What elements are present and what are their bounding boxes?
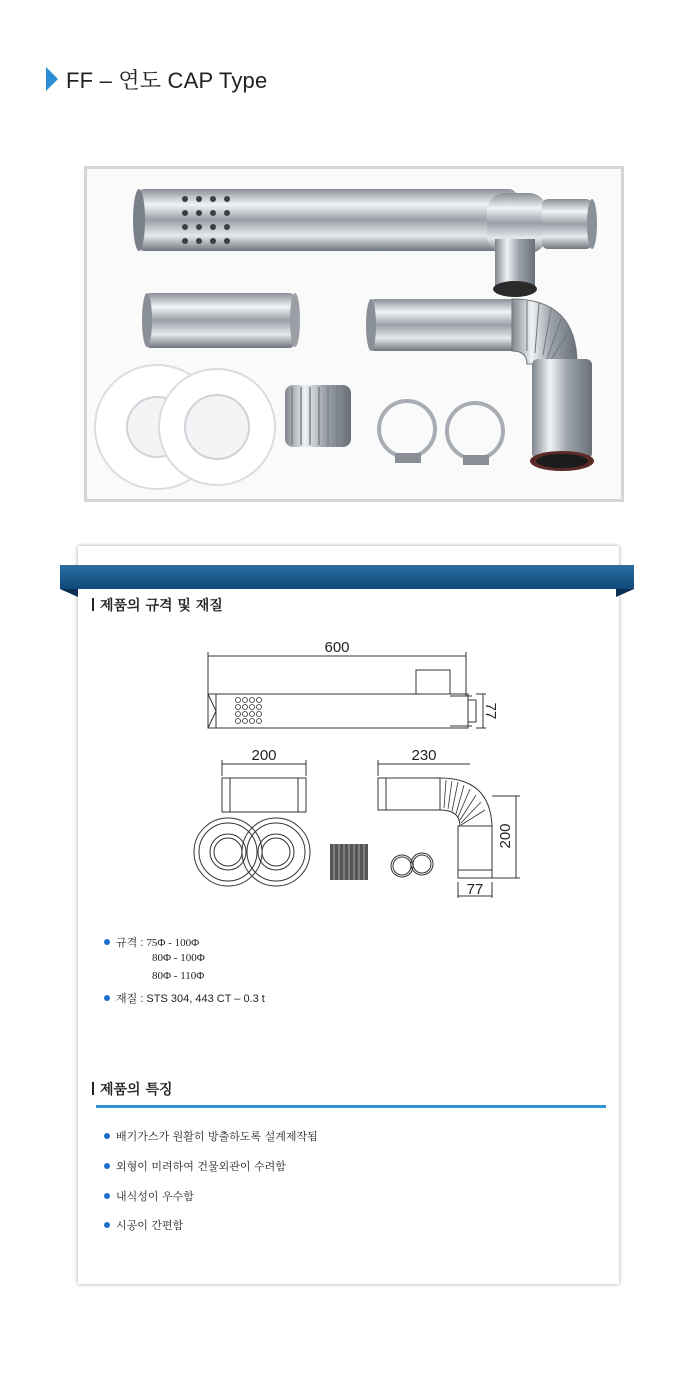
- material-text: 재질 : STS 304, 443 CT – 0.3 t: [116, 993, 265, 1005]
- dim-200-right-label: 200: [497, 823, 514, 849]
- title-text: FF – 연도 CAP Type: [66, 67, 268, 93]
- dim-77-top-label: 77: [482, 702, 499, 720]
- feature-item: [104, 1217, 183, 1233]
- feature-text: 시공이 간편함: [116, 1219, 184, 1232]
- bullet-icon: [104, 995, 110, 1001]
- size-value-3: 80Φ - 110Φ: [152, 970, 205, 982]
- page-title: [46, 64, 267, 94]
- section-divider: [96, 1105, 606, 1108]
- section-bar-icon: [92, 1082, 94, 1095]
- feature-text: 외형이 미려하여 건물외관이 수려함: [116, 1160, 286, 1173]
- feature-text: 내식성이 우수함: [116, 1190, 194, 1203]
- spec-size-row: [104, 934, 199, 950]
- header-ribbon: [60, 565, 634, 589]
- feature-item: [104, 1188, 194, 1204]
- feature-item: [104, 1158, 286, 1174]
- spec-section-title-text: 제품의 규격 및 재질: [100, 598, 223, 614]
- section-bar-icon: [92, 598, 94, 611]
- feature-text: 배기가스가 원활히 방출하도록 설계제작됨: [116, 1130, 318, 1143]
- dim-230-label: 230: [411, 747, 437, 764]
- size-value-1: 75Φ - 100Φ: [146, 937, 200, 949]
- ribbon-fold-left: [60, 589, 78, 597]
- spec-material-row: [104, 990, 265, 1006]
- dim-77-bottom-label: 77: [466, 881, 484, 898]
- feature-section-title-text: 제품의 특징: [100, 1082, 173, 1098]
- arrow-icon: [46, 67, 58, 91]
- bullet-icon: [104, 939, 110, 945]
- product-photo: [84, 166, 624, 502]
- feature-item: [104, 1128, 318, 1144]
- ribbon-fold-right: [616, 589, 634, 597]
- feature-section-title: [92, 1079, 173, 1099]
- bullet-icon: [104, 1133, 110, 1139]
- bullet-icon: [104, 1193, 110, 1199]
- bullet-icon: [104, 1222, 110, 1228]
- product-illustration: [87, 169, 621, 499]
- bullet-icon: [104, 1163, 110, 1169]
- size-value-2: 80Φ - 100Φ: [152, 952, 205, 964]
- dim-200-left-label: 200: [251, 747, 277, 764]
- dim-600-label: 600: [324, 639, 350, 656]
- spec-section-title: [92, 595, 223, 615]
- technical-drawing: [180, 630, 540, 910]
- size-label: 규격 :: [116, 937, 147, 949]
